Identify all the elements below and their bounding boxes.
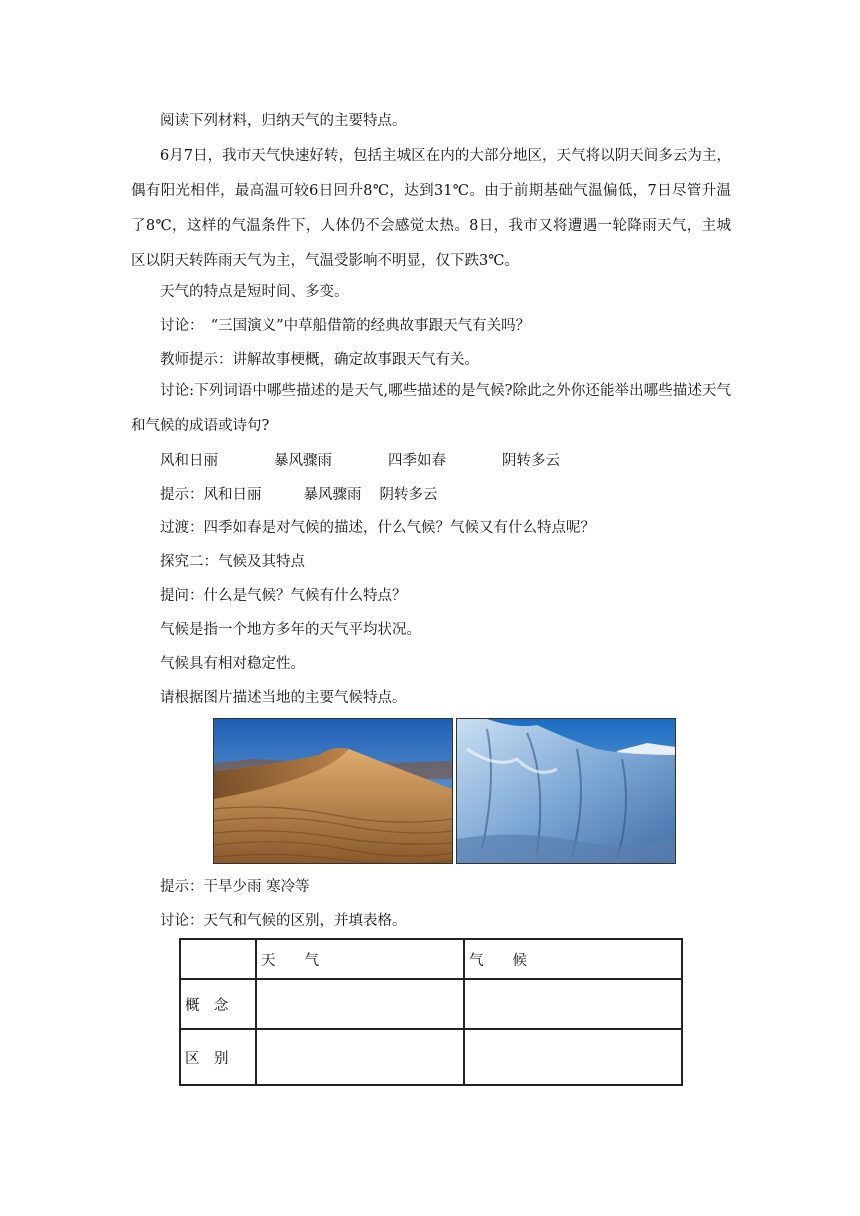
word-item: 四季如春 [388,453,446,469]
paragraph-transition: 过渡：四季如春是对气候的描述，什么气候？气候又有什么特点呢？ [160,520,595,536]
paragraph-discussion-1: 讨论： “三国演义”中草船借箭的经典故事跟天气有关吗？ [160,318,531,334]
hint-prefix: 提示： [160,487,204,503]
table-row [180,1029,682,1085]
paragraph-climate-stability: 气候具有相对稳定性。 [160,656,305,672]
desert-photo [213,718,453,864]
paragraph-instruction: 阅读下列材料，归纳天气的主要特点。 [160,113,407,129]
paragraph-weather-report: 6月7日，我市天气快速好转，包括主城区在内的大部分地区，天气将以阴天间多云为主，偶有阳光相伴，最高温可较6日回升8℃，达到31℃。由于前期基础气温偏低，7日尽管升温了8℃，这样的气温条件下，人体仍不会感觉太热。8日，我市又将遭遇一轮降雨天气，主城区以阴天转阵雨天气为主，气温受影响不明显，仅下跌3℃。 [131,148,731,269]
paragraph-picture-task: 请根据图片描述当地的主要气候特点。 [160,690,407,706]
paragraph-section-heading: 探究二：气候及其特点 [160,554,305,570]
glacier-photo [456,718,676,864]
word-item: 风和日丽 [160,453,218,469]
paragraph-teacher-hint: 教师提示：讲解故事梗概，确定故事跟天气有关。 [160,352,479,368]
hint-word: 暴风骤雨 [303,487,362,503]
paragraph-discussion-3: 讨论：天气和气候的区别，并填表格。 [160,913,407,929]
comparison-table [179,938,683,1086]
table-header-cell: 天 气 [256,939,464,979]
table-header-cell [180,939,256,979]
paragraph-climate-definition: 气候是指一个地方多年的天气平均状况。 [160,622,421,638]
table-row [180,979,682,1029]
table-cell [256,979,464,1029]
hint-word-list [131,485,760,505]
table-header-cell: 气 候 [464,939,682,979]
table-cell [464,979,682,1029]
word-item: 暴风骤雨 [274,453,332,469]
hint-word: 阴转多云 [379,487,438,503]
paragraph-picture-hint: 提示：干旱少雨 寒冷等 [160,879,310,895]
paragraph-question: 提问：什么是气候？气候有什么特点？ [160,588,407,604]
word-item: 阴转多云 [502,453,560,469]
table-cell [464,1029,682,1085]
word-list [131,451,760,471]
hint-word: 风和日丽 [203,487,262,503]
paragraph-weather-feature: 天气的特点是短时间、多变。 [160,284,349,300]
table-cell [256,1029,464,1085]
paragraph-discussion-2: 讨论:下列词语中哪些描述的是天气,哪些描述的是气候?除此之外你还能举出哪些描述天气和气候的成语或诗句? [131,383,731,434]
table-header-row [180,939,682,979]
table-row-label: 概 念 [180,979,256,1029]
table-row-label: 区 别 [180,1029,256,1085]
